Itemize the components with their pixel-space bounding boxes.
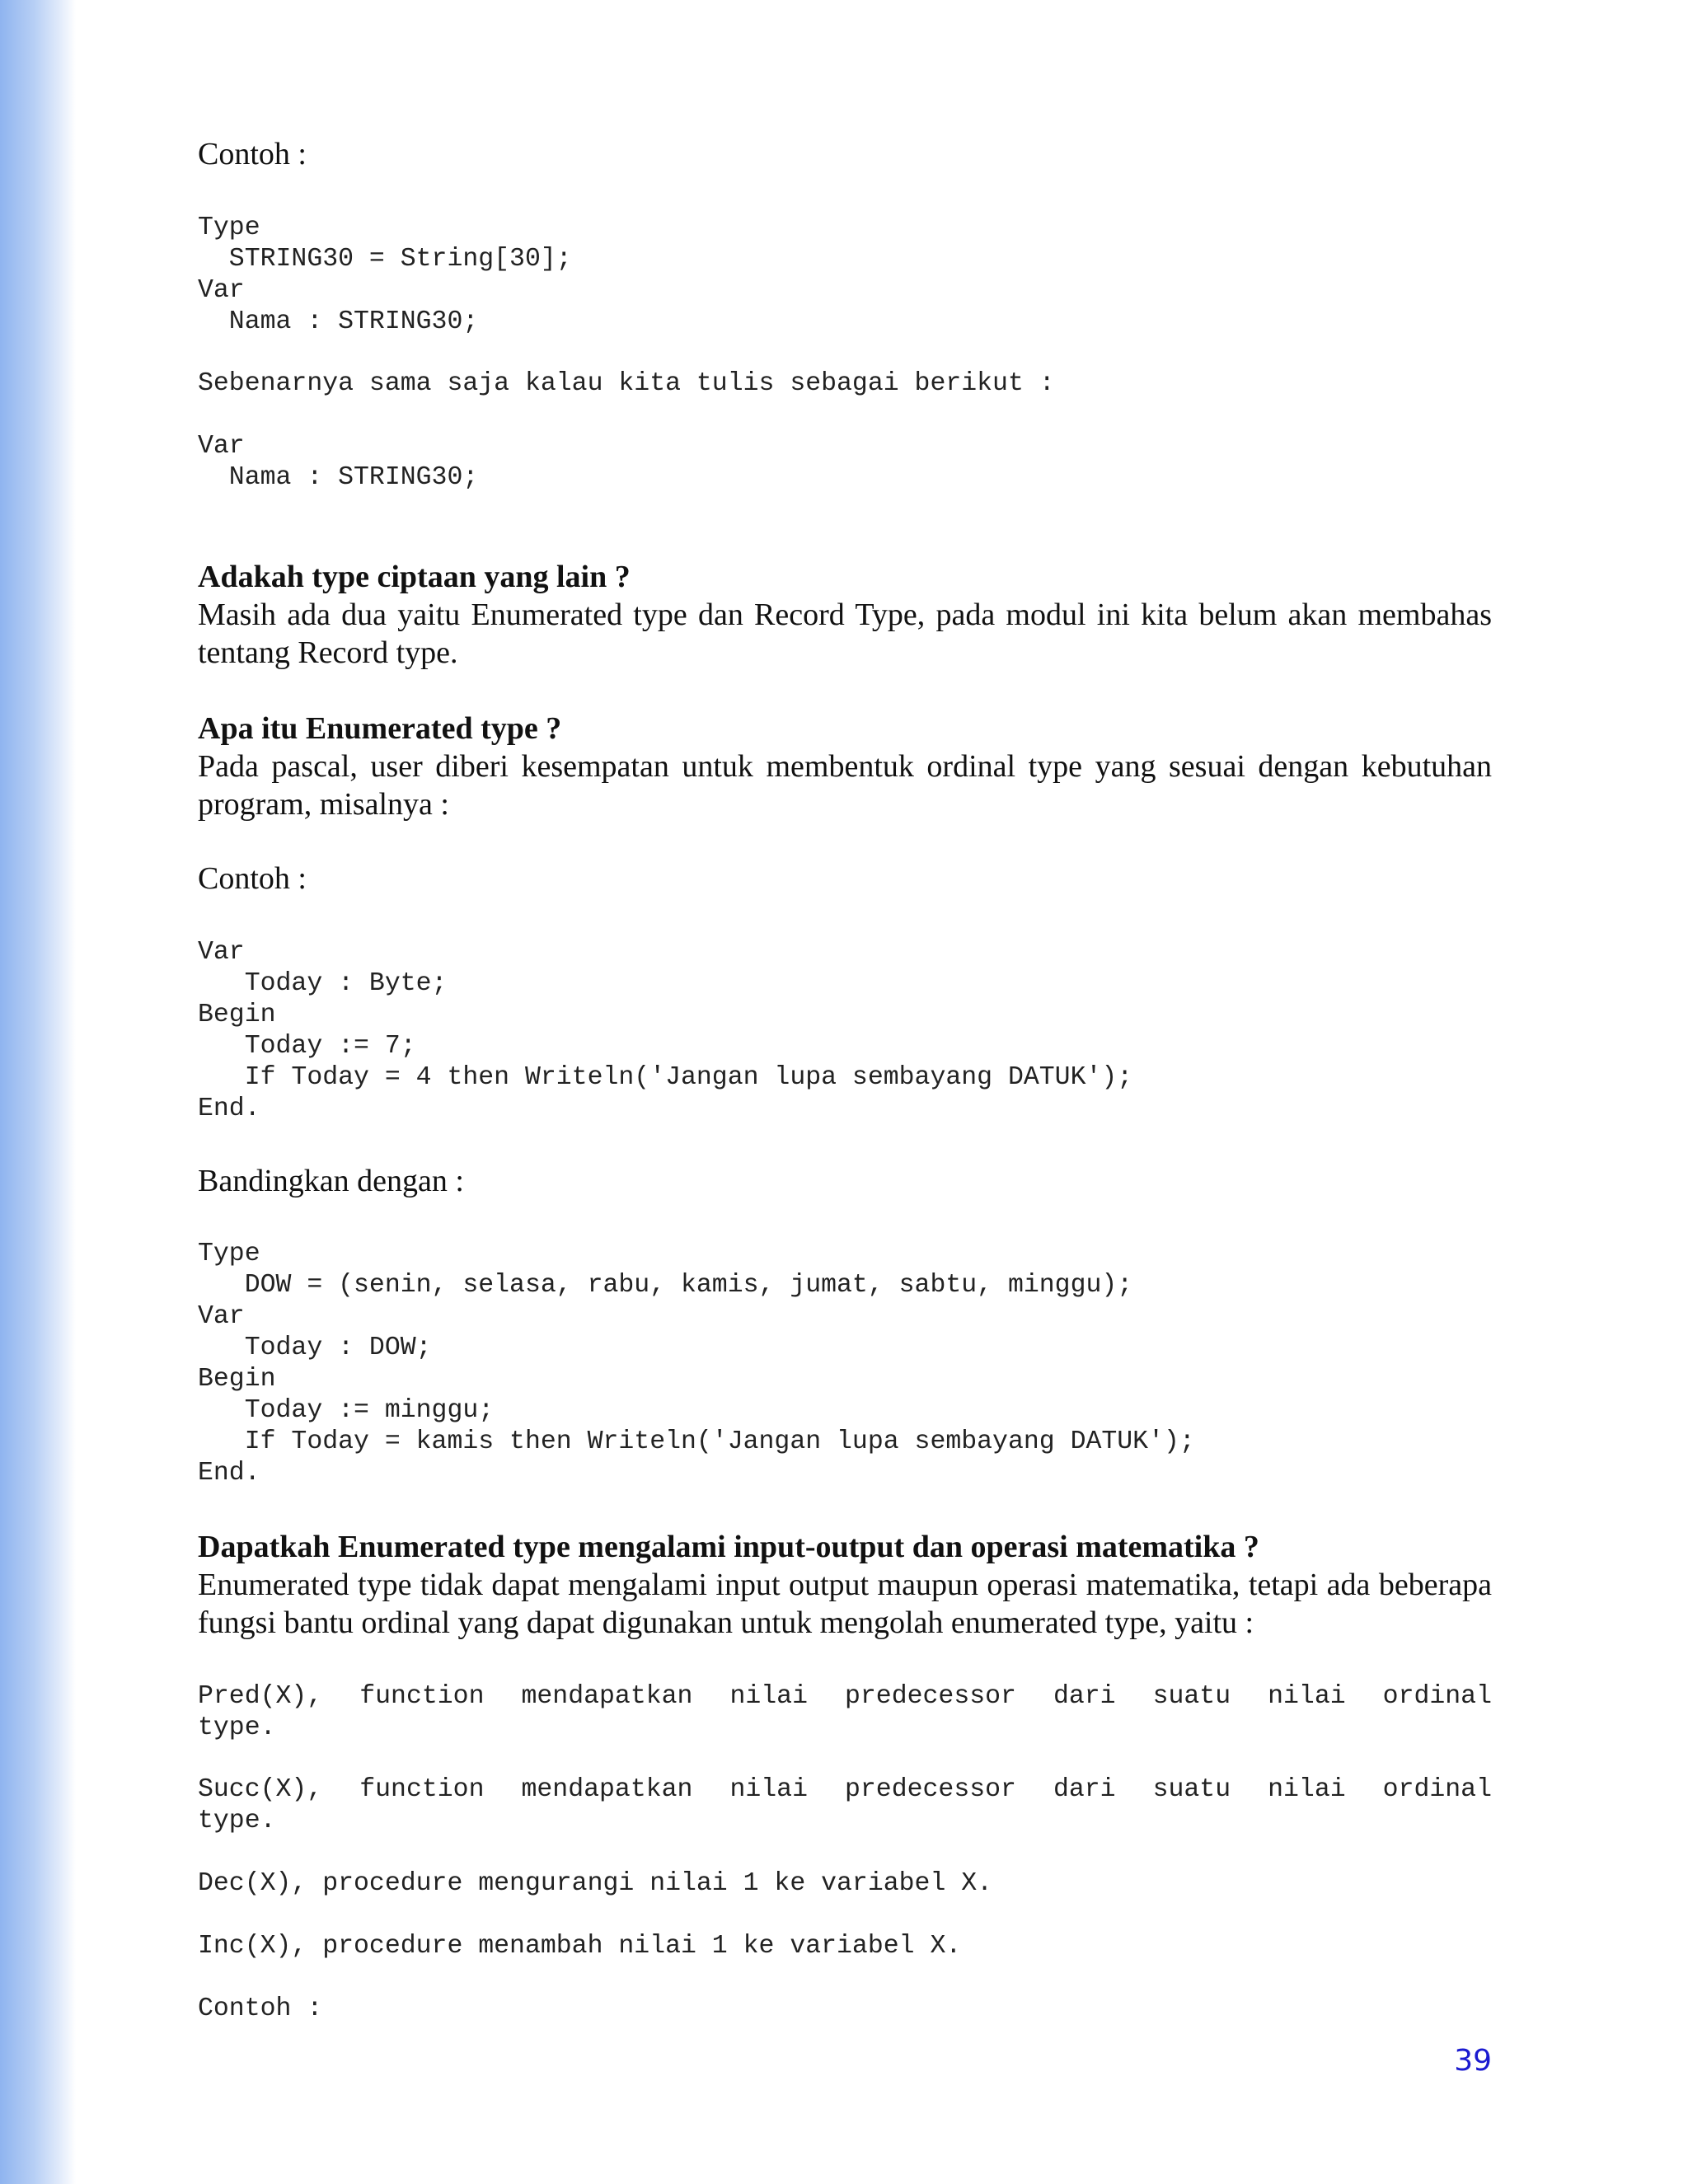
code-block-var: Var Nama : STRING30;: [198, 432, 479, 492]
code-block-byte: Var Today : Byte; Begin Today := 7; If Today = 4 then Writeln('Jangan lupa sembayang DATUK'); End.: [198, 938, 1133, 1123]
list-item-succ-cont: type.: [198, 1807, 276, 1835]
list-item-pred-cont: type.: [198, 1713, 276, 1742]
paragraph-enumerated: Pada pascal, user diberi kesempatan untuk membentuk ordinal type yang sesuai dengan kebutuhan program, misalnya :: [198, 749, 1492, 822]
page-number: 39: [1454, 2044, 1492, 2078]
example-label-2: Contoh :: [198, 861, 307, 896]
left-margin-band: [0, 0, 76, 2184]
code-note: Sebenarnya sama saja kalau kita tulis sebagai berikut :: [198, 369, 1055, 398]
example-label-3: Contoh :: [198, 1994, 323, 2023]
list-item-pred: Pred(X), function mendapatkan nilai predecessor dari suatu nilai ordinal: [198, 1682, 1492, 1711]
section-heading-other-types: Adakah type ciptaan yang lain ?: [198, 560, 631, 594]
compare-label: Bandingkan dengan :: [198, 1164, 464, 1198]
section-heading-io: Dapatkah Enumerated type mengalami input-output dan operasi matematika ?: [198, 1530, 1259, 1564]
paragraph-io: Enumerated type tidak dapat mengalami input output maupun operasi matematika, tetapi ada beberapa fungsi bantu ordinal yang dapat digunakan untuk mengolah enumerated type, yaitu :: [198, 1568, 1492, 1640]
list-item-dec: Dec(X), procedure mengurangi nilai 1 ke variabel X.: [198, 1869, 993, 1898]
list-item-succ: Succ(X), function mendapatkan nilai predecessor dari suatu nilai ordinal: [198, 1775, 1492, 1804]
list-item-inc: Inc(X), procedure menambah nilai 1 ke variabel X.: [198, 1932, 962, 1961]
paragraph-other-types: Masih ada dua yaitu Enumerated type dan Record Type, pada modul ini kita belum akan membahas tentang Record type.: [198, 598, 1492, 670]
code-block-string30: Type STRING30 = String[30]; Var Nama : STRING30;: [198, 213, 572, 336]
example-label: Contoh :: [198, 137, 307, 171]
code-block-dow: Type DOW = (senin, selasa, rabu, kamis, jumat, sabtu, minggu); Var Today : DOW; Begin Today := minggu; If Today = kamis then Writeln('Jangan lupa sembayang DATUK'); End.: [198, 1240, 1195, 1488]
section-heading-enumerated: Apa itu Enumerated type ?: [198, 711, 562, 746]
